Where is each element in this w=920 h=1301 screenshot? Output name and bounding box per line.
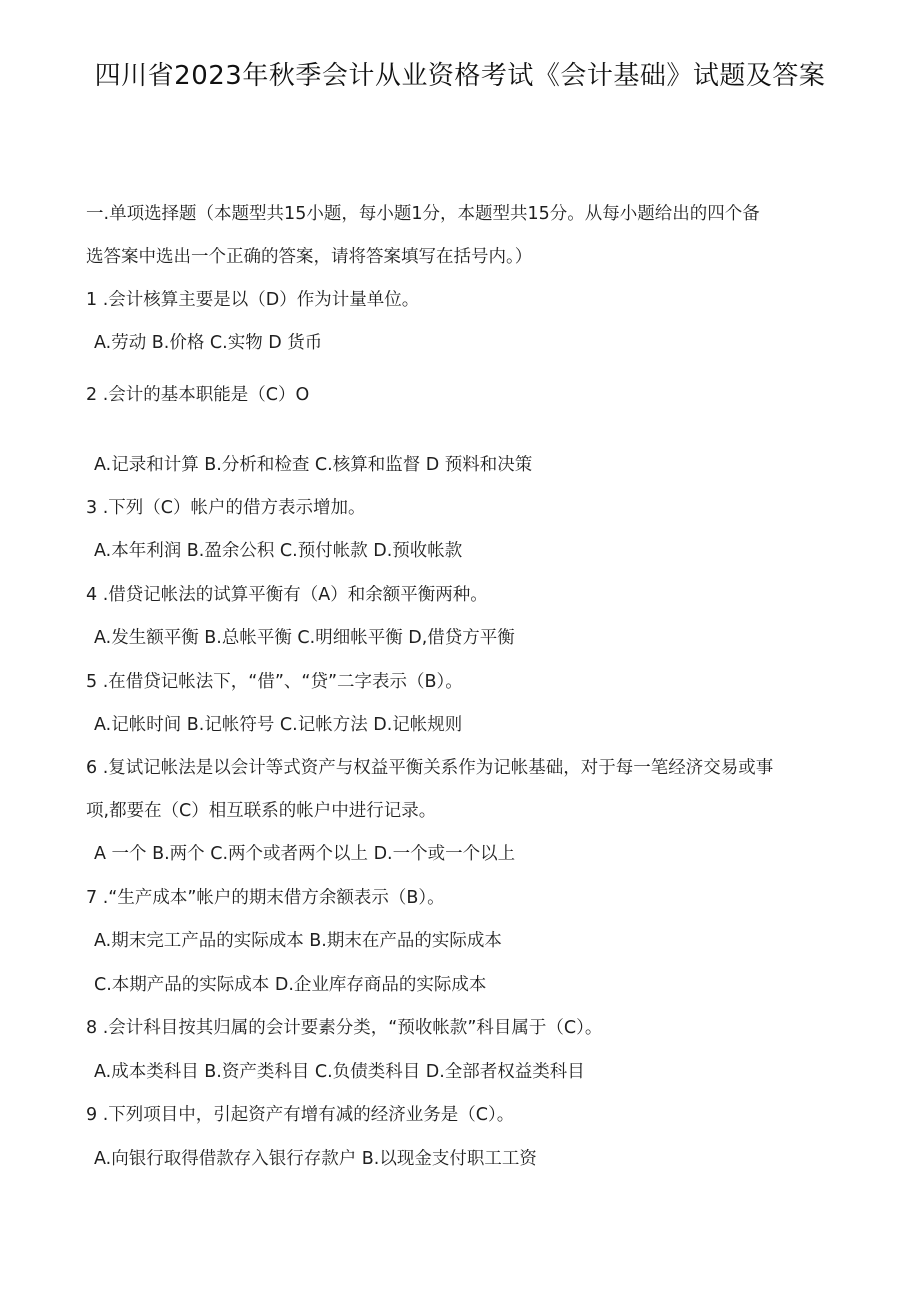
question-1-options: A.劳动 B.价格 C.实物 D 货币 bbox=[94, 333, 323, 353]
question-2: 2 .会计的基本职能是（C）O bbox=[86, 385, 310, 405]
question-6-options: A 一个 B.两个 C.两个或者两个以上 D.一个或一个以上 bbox=[94, 844, 516, 864]
question-2-options: A.记录和计算 B.分析和检查 C.核算和监督 D 预料和决策 bbox=[94, 455, 533, 475]
question-7-options-1: A.期末完工产品的实际成本 B.期末在产品的实际成本 bbox=[94, 931, 502, 951]
question-5: 5 .在借贷记帐法下，“借”、“贷”二字表示（B）。 bbox=[86, 672, 463, 692]
section-header-line-2: 选答案中选出一个正确的答案，请将答案填写在括号内。） bbox=[86, 247, 533, 267]
question-5-options: A.记帐时间 B.记帐符号 C.记帐方法 D.记帐规则 bbox=[94, 715, 463, 735]
question-6: 6 .复试记帐法是以会计等式资产与权益平衡关系作为记帐基础，对于每一笔经济交易或事 bbox=[86, 758, 774, 778]
question-9: 9 .下列项目中，引起资产有增有减的经济业务是（C）。 bbox=[86, 1105, 515, 1125]
question-7-options-2: C.本期产品的实际成本 D.企业库存商品的实际成本 bbox=[94, 975, 487, 995]
question-3-options: A.本年利润 B.盈余公积 C.预付帐款 D.预收帐款 bbox=[94, 541, 463, 561]
question-8-options: A.成本类科目 B.资产类科目 C.负债类科目 D.全部者权益类科目 bbox=[94, 1062, 585, 1082]
question-8: 8 .会计科目按其归属的会计要素分类，“预收帐款”科目属于（C）。 bbox=[86, 1018, 603, 1038]
question-6-continued: 项,都要在（C）相互联系的帐户中进行记录。 bbox=[86, 801, 437, 821]
question-1: 1 .会计核算主要是以（D）作为计量单位。 bbox=[86, 290, 420, 310]
question-3: 3 .下列（C）帐户的借方表示增加。 bbox=[86, 498, 366, 518]
question-7: 7 .“生产成本”帐户的期末借方余额表示（B）。 bbox=[86, 888, 445, 908]
question-4-options: A.发生额平衡 B.总帐平衡 C.明细帐平衡 D,借贷方平衡 bbox=[94, 628, 515, 648]
question-4: 4 .借贷记帐法的试算平衡有（A）和余额平衡两种。 bbox=[86, 585, 488, 605]
document-title: 四川省2023年秋季会计从业资格考试《会计基础》试题及答案 bbox=[94, 61, 826, 91]
section-header-line-1: 一.单项选择题（本题型共15小题，每小题1分，本题型共15分。从每小题给出的四个备 bbox=[86, 204, 760, 224]
question-9-options: A.向银行取得借款存入银行存款户 B.以现金支付职工工资 bbox=[94, 1149, 537, 1169]
